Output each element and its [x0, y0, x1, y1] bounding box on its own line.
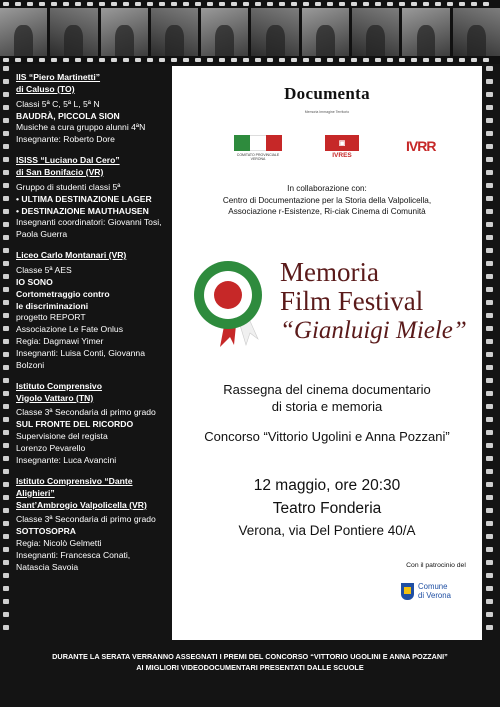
partner-logos [172, 135, 482, 163]
sprocket-hole [111, 58, 117, 62]
sprocket-hole [231, 58, 237, 62]
school-detail: Lorenzo Pevarello [16, 443, 86, 454]
school-entry [16, 381, 164, 467]
school-detail: Insegnante: Luca Avancini [16, 454, 117, 465]
school-name: Liceo Carlo Montanari (VR) [16, 250, 127, 261]
sprocket-hole [123, 58, 129, 62]
book-icon: ▣ [325, 135, 359, 151]
sprocket-hole [183, 58, 189, 62]
sprocket-hole [486, 469, 493, 474]
film-frame-image [101, 8, 148, 56]
school-detail: Paola Guerra [16, 229, 68, 240]
sprocket-hole [447, 58, 453, 62]
school-name: Sant’Ambrogio Valpolicella (VR) [16, 499, 147, 510]
sprocket-hole [135, 2, 141, 6]
school-detail: Insegnanti coordinatori: Giovanni Tosi, [16, 217, 162, 228]
sprocket-hole [183, 2, 189, 6]
sprocket-hole [87, 2, 93, 6]
sprocket-hole [315, 58, 321, 62]
sprocket-hole [471, 58, 477, 62]
school-entry [16, 250, 164, 372]
sprocket-hole [243, 2, 249, 6]
school-detail: Classe 3ª Secondaria di primo grado [16, 407, 156, 418]
school-detail: progetto REPORT [16, 312, 86, 323]
school-detail: Supervisione del regista [16, 431, 108, 442]
film-frame-image [302, 8, 349, 56]
sprocket-hole [471, 2, 477, 6]
film-title: SUL FRONTE DEL RICORDO [16, 419, 134, 430]
film-title: SOTTOSOPRA [16, 526, 77, 537]
sprocket-hole [303, 58, 309, 62]
sprocket-hole [111, 2, 117, 6]
sprocket-hole [486, 508, 493, 513]
sprocket-hole [486, 222, 493, 227]
sprocket-hole [291, 58, 297, 62]
rassegna-text [172, 382, 482, 415]
sprocket-hole [483, 2, 489, 6]
collab-line: Associazione r-Esistenze, Ri-ciak Cinema di Comunità [228, 207, 426, 217]
school-name: ISISS “Luciano Dal Cero” [16, 155, 120, 166]
sprocket-hole [486, 196, 493, 201]
sprocket-hole [195, 58, 201, 62]
patronage-note: Con il patrocinio del [406, 562, 466, 569]
italian-flag-icon [234, 135, 282, 151]
school-name: di Caluso (TO) [16, 83, 75, 94]
festival-subtitle: “Gianluigi Miele” [280, 317, 467, 344]
verona-crest-icon [401, 583, 414, 600]
sprocket-hole [147, 2, 153, 6]
sprocket-hole [207, 2, 213, 6]
film-sprocket-row [0, 57, 500, 63]
sprocket-hole [486, 105, 493, 110]
sprocket-hole [459, 2, 465, 6]
right-sprockets [486, 66, 496, 640]
school-name: Istituto Comprensivo “Dante Alighieri” [16, 475, 133, 498]
sprocket-hole [15, 2, 21, 6]
sprocket-hole [375, 2, 381, 6]
sprocket-hole [486, 456, 493, 461]
film-title: le discriminazioni [16, 300, 89, 311]
school-detail: Musiche a cura gruppo alunni 4ªN [16, 122, 146, 133]
sprocket-hole [123, 2, 129, 6]
sprocket-hole [243, 58, 249, 62]
sprocket-hole [255, 2, 261, 6]
festival-title: Memoria [280, 257, 379, 287]
sprocket-hole [486, 92, 493, 97]
event-address: Verona, via Del Pontiere 40/A [238, 523, 416, 538]
sprocket-hole [363, 2, 369, 6]
film-frame-image [251, 8, 298, 56]
school-detail: Associazione Le Fate Onlus [16, 324, 124, 335]
film-title: BAUDRÀ, PICCOLA SION [16, 110, 120, 121]
sprocket-hole [486, 443, 493, 448]
sprocket-hole [486, 274, 493, 279]
rassegna-line: Rassegna del cinema documentario [223, 382, 431, 397]
sprocket-hole [486, 144, 493, 149]
sprocket-hole [267, 58, 273, 62]
sprocket-hole [486, 313, 493, 318]
school-name: Istituto Comprensivo [16, 380, 102, 391]
sprocket-hole [486, 534, 493, 539]
school-entry [16, 155, 164, 241]
sprocket-hole [39, 2, 45, 6]
sprocket-hole [486, 495, 493, 500]
sprocket-hole [39, 58, 45, 62]
sprocket-hole [486, 300, 493, 305]
sprocket-hole [339, 2, 345, 6]
school-entry [16, 72, 164, 146]
sprocket-hole [3, 2, 9, 6]
school-entry [16, 476, 164, 574]
sprocket-hole [279, 2, 285, 6]
sprocket-hole [486, 417, 493, 422]
school-detail: Insegnanti: Francesca Conati, [16, 549, 131, 560]
sprocket-hole [486, 482, 493, 487]
sprocket-hole [486, 209, 493, 214]
sprocket-hole [486, 352, 493, 357]
ivres-logo [325, 135, 359, 159]
concorso-text: Concorso “Vittorio Ugolini e Anna Pozzani” [204, 429, 450, 444]
sprocket-hole [159, 2, 165, 6]
event-date: 12 maggio, ore 20:30 [253, 477, 401, 494]
comune-verona-logo [401, 583, 451, 601]
sprocket-hole [255, 58, 261, 62]
school-detail: Classe 3ª Secondaria di primo grado [16, 514, 156, 525]
sprocket-hole [486, 404, 493, 409]
comune-label: di Verona [418, 590, 451, 600]
school-detail: Regia: Dagmawi Yimer [16, 336, 104, 347]
anpi-logo [234, 135, 282, 161]
documenta-tagline: Memoria Immagine Territorio [304, 110, 350, 114]
sprocket-hole [486, 118, 493, 123]
sprocket-hole [486, 131, 493, 136]
sprocket-hole [486, 261, 493, 266]
sprocket-hole [486, 339, 493, 344]
sprocket-hole [135, 58, 141, 62]
sprocket-hole [486, 573, 493, 578]
sprocket-hole [486, 248, 493, 253]
film-sprocket-row [0, 1, 500, 7]
school-detail: Classe 5ª AES [16, 265, 72, 276]
sprocket-hole [486, 79, 493, 84]
sprocket-hole [486, 391, 493, 396]
sprocket-hole [171, 58, 177, 62]
footer-note [0, 651, 500, 674]
sprocket-hole [486, 66, 493, 71]
school-detail: Gruppo di studenti classi 5ª [16, 181, 121, 192]
sprocket-hole [303, 2, 309, 6]
sprocket-hole [99, 2, 105, 6]
school-detail: Insegnanti: Luisa Conti, Giovanna Bolzoni [16, 348, 145, 370]
sprocket-hole [195, 2, 201, 6]
sprocket-hole [75, 2, 81, 6]
sprocket-hole [435, 58, 441, 62]
footer-line: AI MIGLIORI VIDEODOCUMENTARI PRESENTATI DALLE SCUOLE [136, 663, 364, 673]
sprocket-hole [486, 625, 493, 630]
sprocket-hole [486, 586, 493, 591]
sprocket-hole [15, 58, 21, 62]
tricolor-rosette-icon [190, 259, 270, 349]
film-frame-image [201, 8, 248, 56]
sprocket-hole [486, 599, 493, 604]
sprocket-hole [486, 430, 493, 435]
school-detail: Insegnante: Roberto Dore [16, 134, 115, 145]
school-detail: Regia: Nicolò Gelmetti [16, 538, 102, 549]
sprocket-hole [486, 170, 493, 175]
school-name: di San Bonifacio (VR) [16, 167, 104, 178]
comune-label: Comune [418, 582, 448, 591]
sprocket-hole [486, 235, 493, 240]
sprocket-hole [3, 58, 9, 62]
sprocket-hole [351, 58, 357, 62]
sprocket-hole [147, 58, 153, 62]
sprocket-hole [327, 2, 333, 6]
film-frames [0, 8, 500, 56]
sprocket-hole [231, 2, 237, 6]
school-detail: Natascia Savoia [16, 561, 79, 572]
festival-panel [172, 66, 482, 640]
collaboration-note [172, 183, 482, 218]
sprocket-hole [291, 2, 297, 6]
sprocket-hole [486, 521, 493, 526]
sprocket-hole [87, 58, 93, 62]
sprocket-hole [63, 2, 69, 6]
sprocket-hole [351, 2, 357, 6]
sprocket-hole [411, 2, 417, 6]
anpi-caption: COMITATO PROVINCIALE VERONA [236, 153, 280, 161]
film-frame-image [151, 8, 198, 56]
event-venue: Teatro Fonderia [272, 500, 382, 517]
footer-line: DURANTE LA SERATA VERRANNO ASSEGNATI I PREMI DEL CONCORSO “VITTORIO UGOLINI E ANNA POZZANI” [52, 652, 448, 661]
sprocket-hole [327, 58, 333, 62]
school-name: IIS “Piero Martinetti” [16, 72, 101, 82]
sprocket-hole [486, 560, 493, 565]
school-name: Vigolo Vattaro (TN) [16, 392, 94, 403]
film-frame-image [402, 8, 449, 56]
sprocket-hole [279, 58, 285, 62]
collab-line: Centro di Documentazione per la Storia della Valpolicella, [222, 195, 432, 205]
film-frame-image [453, 8, 500, 56]
sprocket-hole [315, 2, 321, 6]
sprocket-hole [486, 547, 493, 552]
sprocket-hole [387, 2, 393, 6]
film-frame-image [50, 8, 97, 56]
festival-title: Film Festival [280, 286, 424, 316]
sprocket-hole [339, 58, 345, 62]
sprocket-hole [387, 58, 393, 62]
sprocket-hole [486, 287, 493, 292]
ivres-label: IVRES [332, 152, 352, 159]
sprocket-hole [486, 326, 493, 331]
sprocket-hole [399, 58, 405, 62]
sprocket-hole [51, 58, 57, 62]
documenta-logo: Documenta [284, 84, 370, 103]
sprocket-hole [486, 365, 493, 370]
sprocket-hole [423, 58, 429, 62]
sprocket-hole [459, 58, 465, 62]
sprocket-hole [486, 157, 493, 162]
sprocket-hole [27, 58, 33, 62]
sprocket-hole [27, 2, 33, 6]
sprocket-hole [99, 58, 105, 62]
sprocket-hole [375, 58, 381, 62]
ivrr-logo: IVRR [406, 138, 436, 154]
collab-line: In collaborazione con: [287, 184, 367, 193]
sprocket-hole [75, 58, 81, 62]
sprocket-hole [63, 58, 69, 62]
film-frame-image [0, 8, 47, 56]
sprocket-hole [219, 58, 225, 62]
film-title: • DESTINAZIONE MAUTHAUSEN [16, 205, 149, 216]
film-title: • ULTIMA DESTINAZIONE LAGER [16, 193, 152, 204]
sprocket-hole [486, 612, 493, 617]
rassegna-line: di storia e memoria [271, 398, 383, 414]
film-title: IO SONO [16, 276, 53, 287]
sprocket-hole [435, 2, 441, 6]
film-frame-image [352, 8, 399, 56]
film-strip-header [0, 0, 500, 64]
sprocket-hole [51, 2, 57, 6]
sprocket-hole [159, 58, 165, 62]
sprocket-hole [363, 58, 369, 62]
film-title: Cortometraggio contro [16, 288, 110, 299]
schools-list [0, 66, 172, 640]
sprocket-hole [486, 183, 493, 188]
school-detail: Classi 5ª C, 5ª L, 5ª N [16, 98, 100, 109]
sprocket-hole [483, 58, 489, 62]
sprocket-hole [411, 58, 417, 62]
sprocket-hole [486, 378, 493, 383]
sprocket-hole [219, 2, 225, 6]
sprocket-hole [207, 58, 213, 62]
sprocket-hole [171, 2, 177, 6]
sprocket-hole [267, 2, 273, 6]
sprocket-hole [399, 2, 405, 6]
sprocket-hole [447, 2, 453, 6]
sprocket-hole [423, 2, 429, 6]
